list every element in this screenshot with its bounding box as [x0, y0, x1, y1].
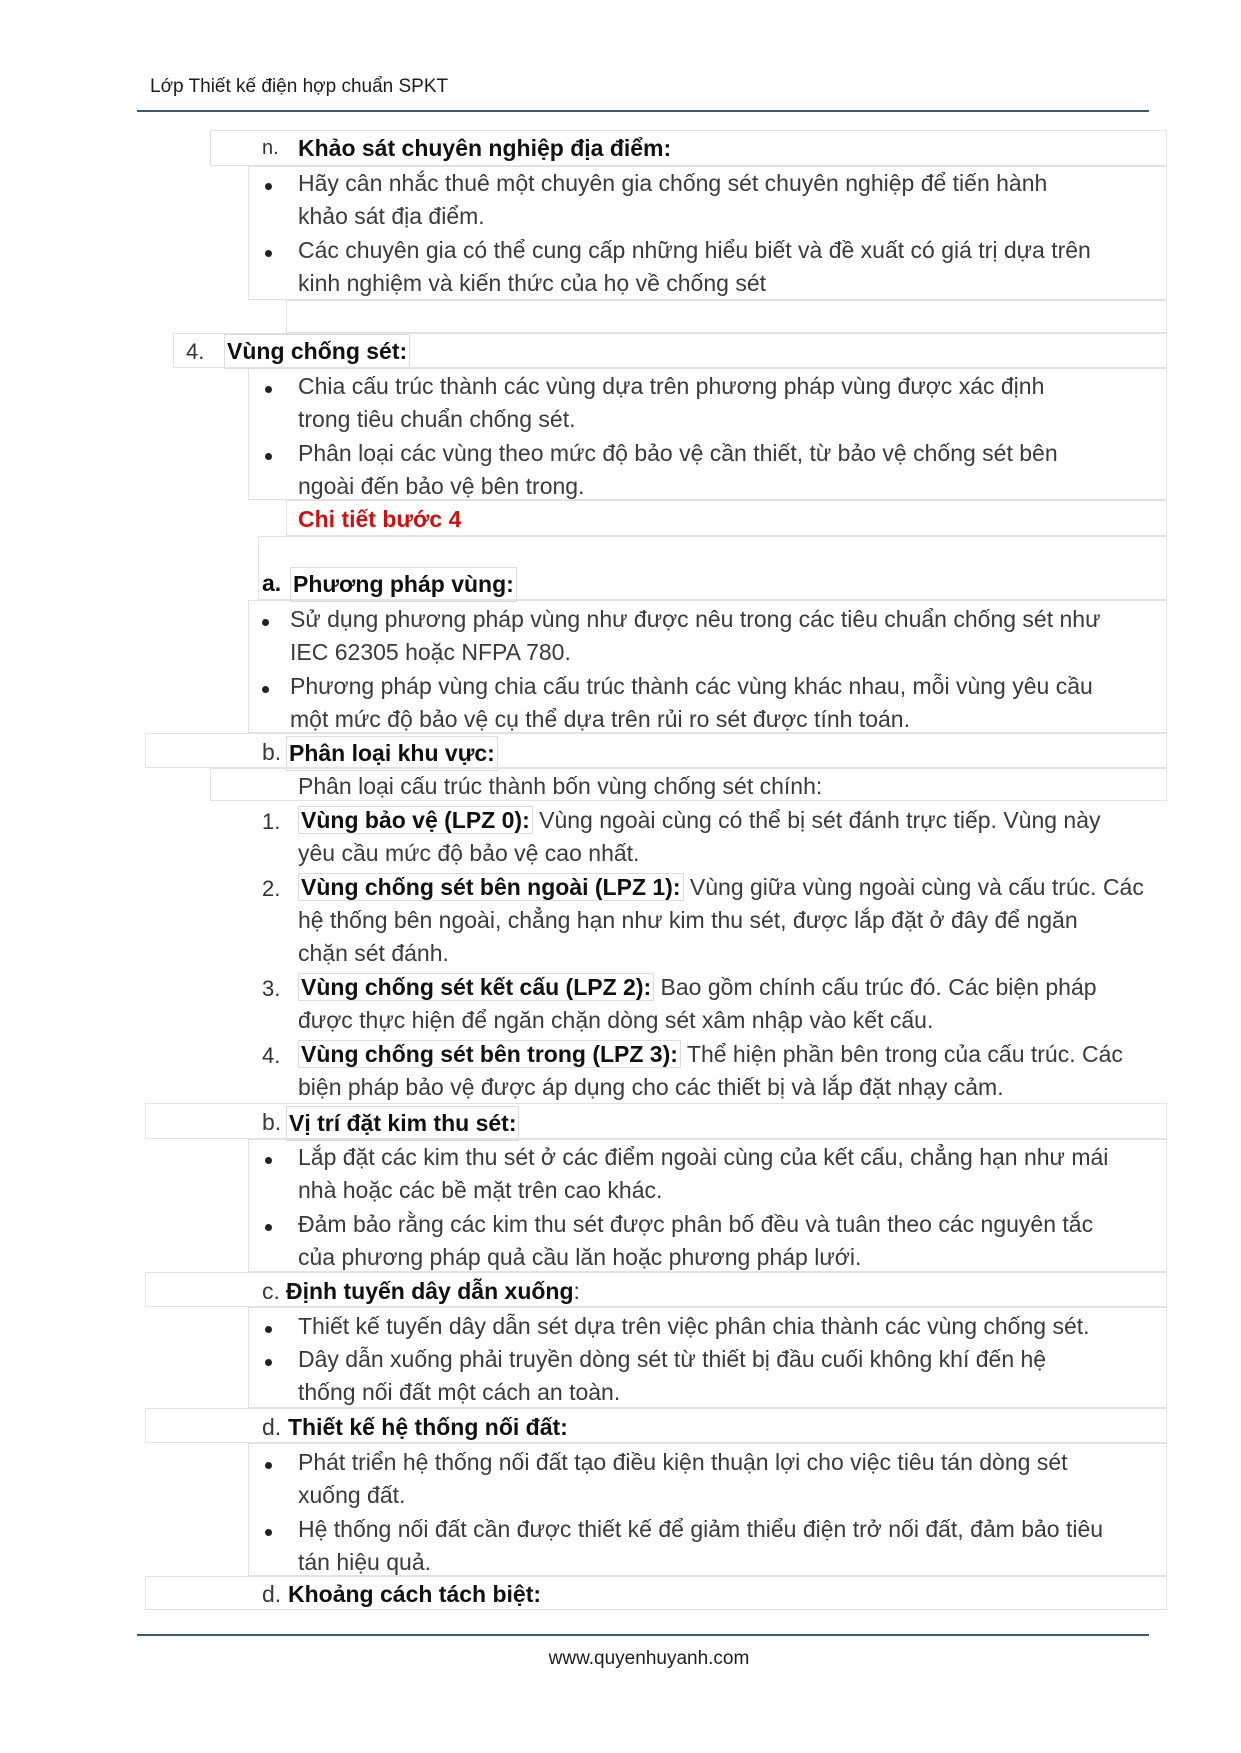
- section-c-title-wrap: [286, 1275, 580, 1308]
- section-d1-bullet2-line2: tán hiệu quả.: [298, 1549, 432, 1575]
- zone-item-text: Thể hiện phần bên trong của cấu trúc. Các: [680, 1041, 1123, 1067]
- zone-item-line1: [298, 971, 1097, 1004]
- zone-item-line2: biện pháp bảo vệ được áp dụng cho các thiết bị và lắp đặt nhạy cảm.: [298, 1074, 1004, 1100]
- zone-item-number: 1.: [262, 809, 281, 834]
- section-n-title: Khảo sát chuyên nghiệp địa điểm:: [298, 135, 672, 161]
- section-4-bullet1-line2: trong tiêu chuẩn chống sét.: [298, 406, 576, 432]
- header-title: Lớp Thiết kế điện hợp chuẩn SPKT: [150, 76, 449, 97]
- section-n-marker: n.: [262, 137, 279, 159]
- bullet: [262, 619, 269, 626]
- zone-item-number: 4.: [262, 1043, 281, 1068]
- section-d1-bullet1-line2: xuống đất.: [298, 1482, 406, 1508]
- zone-item-line2: được thực hiện để ngăn chặn dòng sét xâm nhập vào kết cấu.: [298, 1007, 934, 1033]
- section-c-title: Định tuyến dây dẫn xuống: [286, 1278, 574, 1304]
- section-n-bullet2-line1: Các chuyên gia có thể cung cấp những hiểu biết và đề xuất có giá trị dựa trên: [298, 237, 1091, 263]
- section-n-bullet1-line2: khảo sát địa điểm.: [298, 203, 485, 229]
- section-4-bullet1-line1: Chia cấu trúc thành các vùng dựa trên phương pháp vùng được xác định: [298, 373, 1045, 399]
- detail-step4-link[interactable]: Chi tiết bước 4: [298, 506, 462, 532]
- frame-spacer: [286, 300, 1167, 333]
- zone-item-bold: Vùng chống sét bên ngoài (LPZ 1):: [298, 873, 684, 901]
- section-b1-marker: b.: [262, 739, 282, 765]
- zone-item-number: 2.: [262, 876, 281, 901]
- section-c-colon: :: [573, 1278, 580, 1304]
- section-a-marker: a.: [262, 570, 282, 596]
- zone-item-bold: Vùng chống sét bên trong (LPZ 3):: [298, 1040, 681, 1068]
- bullet: [265, 1359, 272, 1366]
- bullet: [265, 183, 272, 190]
- section-d2-title: Khoảng cách tách biệt:: [288, 1581, 542, 1607]
- bullet: [265, 453, 272, 460]
- section-b2-bullet1-line2: nhà hoặc các bề mặt trên cao khác.: [298, 1177, 663, 1203]
- section-4-marker: 4.: [186, 339, 205, 364]
- section-4-bullet2-line2: ngoài đến bảo vệ bên trong.: [298, 473, 585, 499]
- header-rule: [137, 110, 1149, 112]
- bullet: [265, 1462, 272, 1469]
- bullet: [265, 1224, 272, 1231]
- section-b1-title: Phân loại khu vực:: [286, 736, 498, 771]
- section-a-bullet2-line1: Phương pháp vùng chia cấu trúc thành các vùng khác nhau, mỗi vùng yêu cầu: [290, 673, 1093, 699]
- section-c-bullet2-line1: Dây dẫn xuống phải truyền dòng sét từ thiết bị đầu cuối không khí đến hệ: [298, 1346, 1047, 1372]
- section-b2-bullet2-line2: của phương pháp quả cầu lăn hoặc phương pháp lưới.: [298, 1244, 862, 1270]
- zone-item-line1: [298, 804, 1101, 837]
- zone-item-line2: hệ thống bên ngoài, chẳng hạn như kim thu sét, được lắp đặt ở đây để ngăn: [298, 907, 1078, 933]
- bullet: [265, 250, 272, 257]
- section-b2-marker: b.: [262, 1109, 282, 1135]
- section-d1-marker: d.: [262, 1414, 282, 1440]
- section-4-bullet2-line1: Phân loại các vùng theo mức độ bảo vệ cần thiết, từ bảo vệ chống sét bên: [298, 440, 1058, 466]
- zone-item-bold: Vùng bảo vệ (LPZ 0):: [298, 806, 533, 834]
- zone-item-bold: Vùng chống sét kết cấu (LPZ 2):: [298, 973, 654, 1001]
- section-b2-title: Vị trí đặt kim thu sét:: [286, 1106, 519, 1141]
- bullet: [262, 686, 269, 693]
- bullet: [265, 1529, 272, 1536]
- section-d2-marker: d.: [262, 1581, 282, 1607]
- zone-item-line1: [298, 871, 1144, 904]
- section-c-marker: c.: [262, 1278, 280, 1304]
- zone-item-number: 3.: [262, 976, 281, 1001]
- section-d1-bullet2-line1: Hệ thống nối đất cần được thiết kế để giảm thiểu điện trở nối đất, đảm bảo tiêu: [298, 1516, 1104, 1542]
- zone-item-text: Vùng ngoài cùng có thể bị sét đánh trực tiếp. Vùng này: [532, 807, 1101, 833]
- section-b2-bullet1-line1: Lắp đặt các kim thu sét ở các điểm ngoài cùng của kết cấu, chẳng hạn như mái: [298, 1144, 1109, 1170]
- bullet: [265, 1326, 272, 1333]
- section-c-bullet1-line1: Thiết kế tuyến dây dẫn sét dựa trên việc phân chia thành các vùng chống sét.: [298, 1313, 1090, 1339]
- section-a-bullet1-line1: Sử dụng phương pháp vùng như được nêu trong các tiêu chuẩn chống sét như: [290, 606, 1101, 632]
- section-d1-title: Thiết kế hệ thống nối đất:: [288, 1414, 568, 1440]
- section-d1-bullet1-line1: Phát triển hệ thống nối đất tạo điều kiện thuận lợi cho việc tiêu tán dòng sét: [298, 1449, 1068, 1475]
- footer-rule: [137, 1634, 1149, 1636]
- section-a-bullet1-line2: IEC 62305 hoặc NFPA 780.: [290, 639, 571, 665]
- section-b2-bullet2-line1: Đảm bảo rằng các kim thu sét được phân bố đều và tuân theo các nguyên tắc: [298, 1211, 1094, 1237]
- section-4-title: Vùng chống sét:: [224, 334, 410, 369]
- section-c-bullet2-line2: thống nối đất một cách an toàn.: [298, 1379, 621, 1405]
- zone-item-line1: [298, 1038, 1123, 1071]
- section-n-bullet2-line2: kinh nghiệm và kiến thức của họ về chống sét: [298, 270, 767, 296]
- section-b1-intro: Phân loại cấu trúc thành bốn vùng chống sét chính:: [298, 773, 823, 799]
- zone-item-text: Vùng giữa vùng ngoài cùng và cấu trúc. Các: [683, 874, 1144, 900]
- section-a-title: Phương pháp vùng:: [290, 567, 517, 602]
- section-n-bullet1-line1: Hãy cân nhắc thuê một chuyên gia chống sét chuyên nghiệp để tiến hành: [298, 170, 1048, 196]
- bullet: [265, 1157, 272, 1164]
- bullet: [265, 386, 272, 393]
- section-a-bullet2-line2: một mức độ bảo vệ cụ thể dựa trên rủi ro sét được tính toán.: [290, 706, 910, 732]
- zone-item-text: Bao gồm chính cấu trúc đó. Các biện pháp: [654, 974, 1097, 1000]
- zone-item-line2: yêu cầu mức độ bảo vệ cao nhất.: [298, 840, 640, 866]
- footer-url: www.quyenhuyanh.com: [548, 1648, 750, 1669]
- zone-item-line3: chặn sét đánh.: [298, 940, 449, 966]
